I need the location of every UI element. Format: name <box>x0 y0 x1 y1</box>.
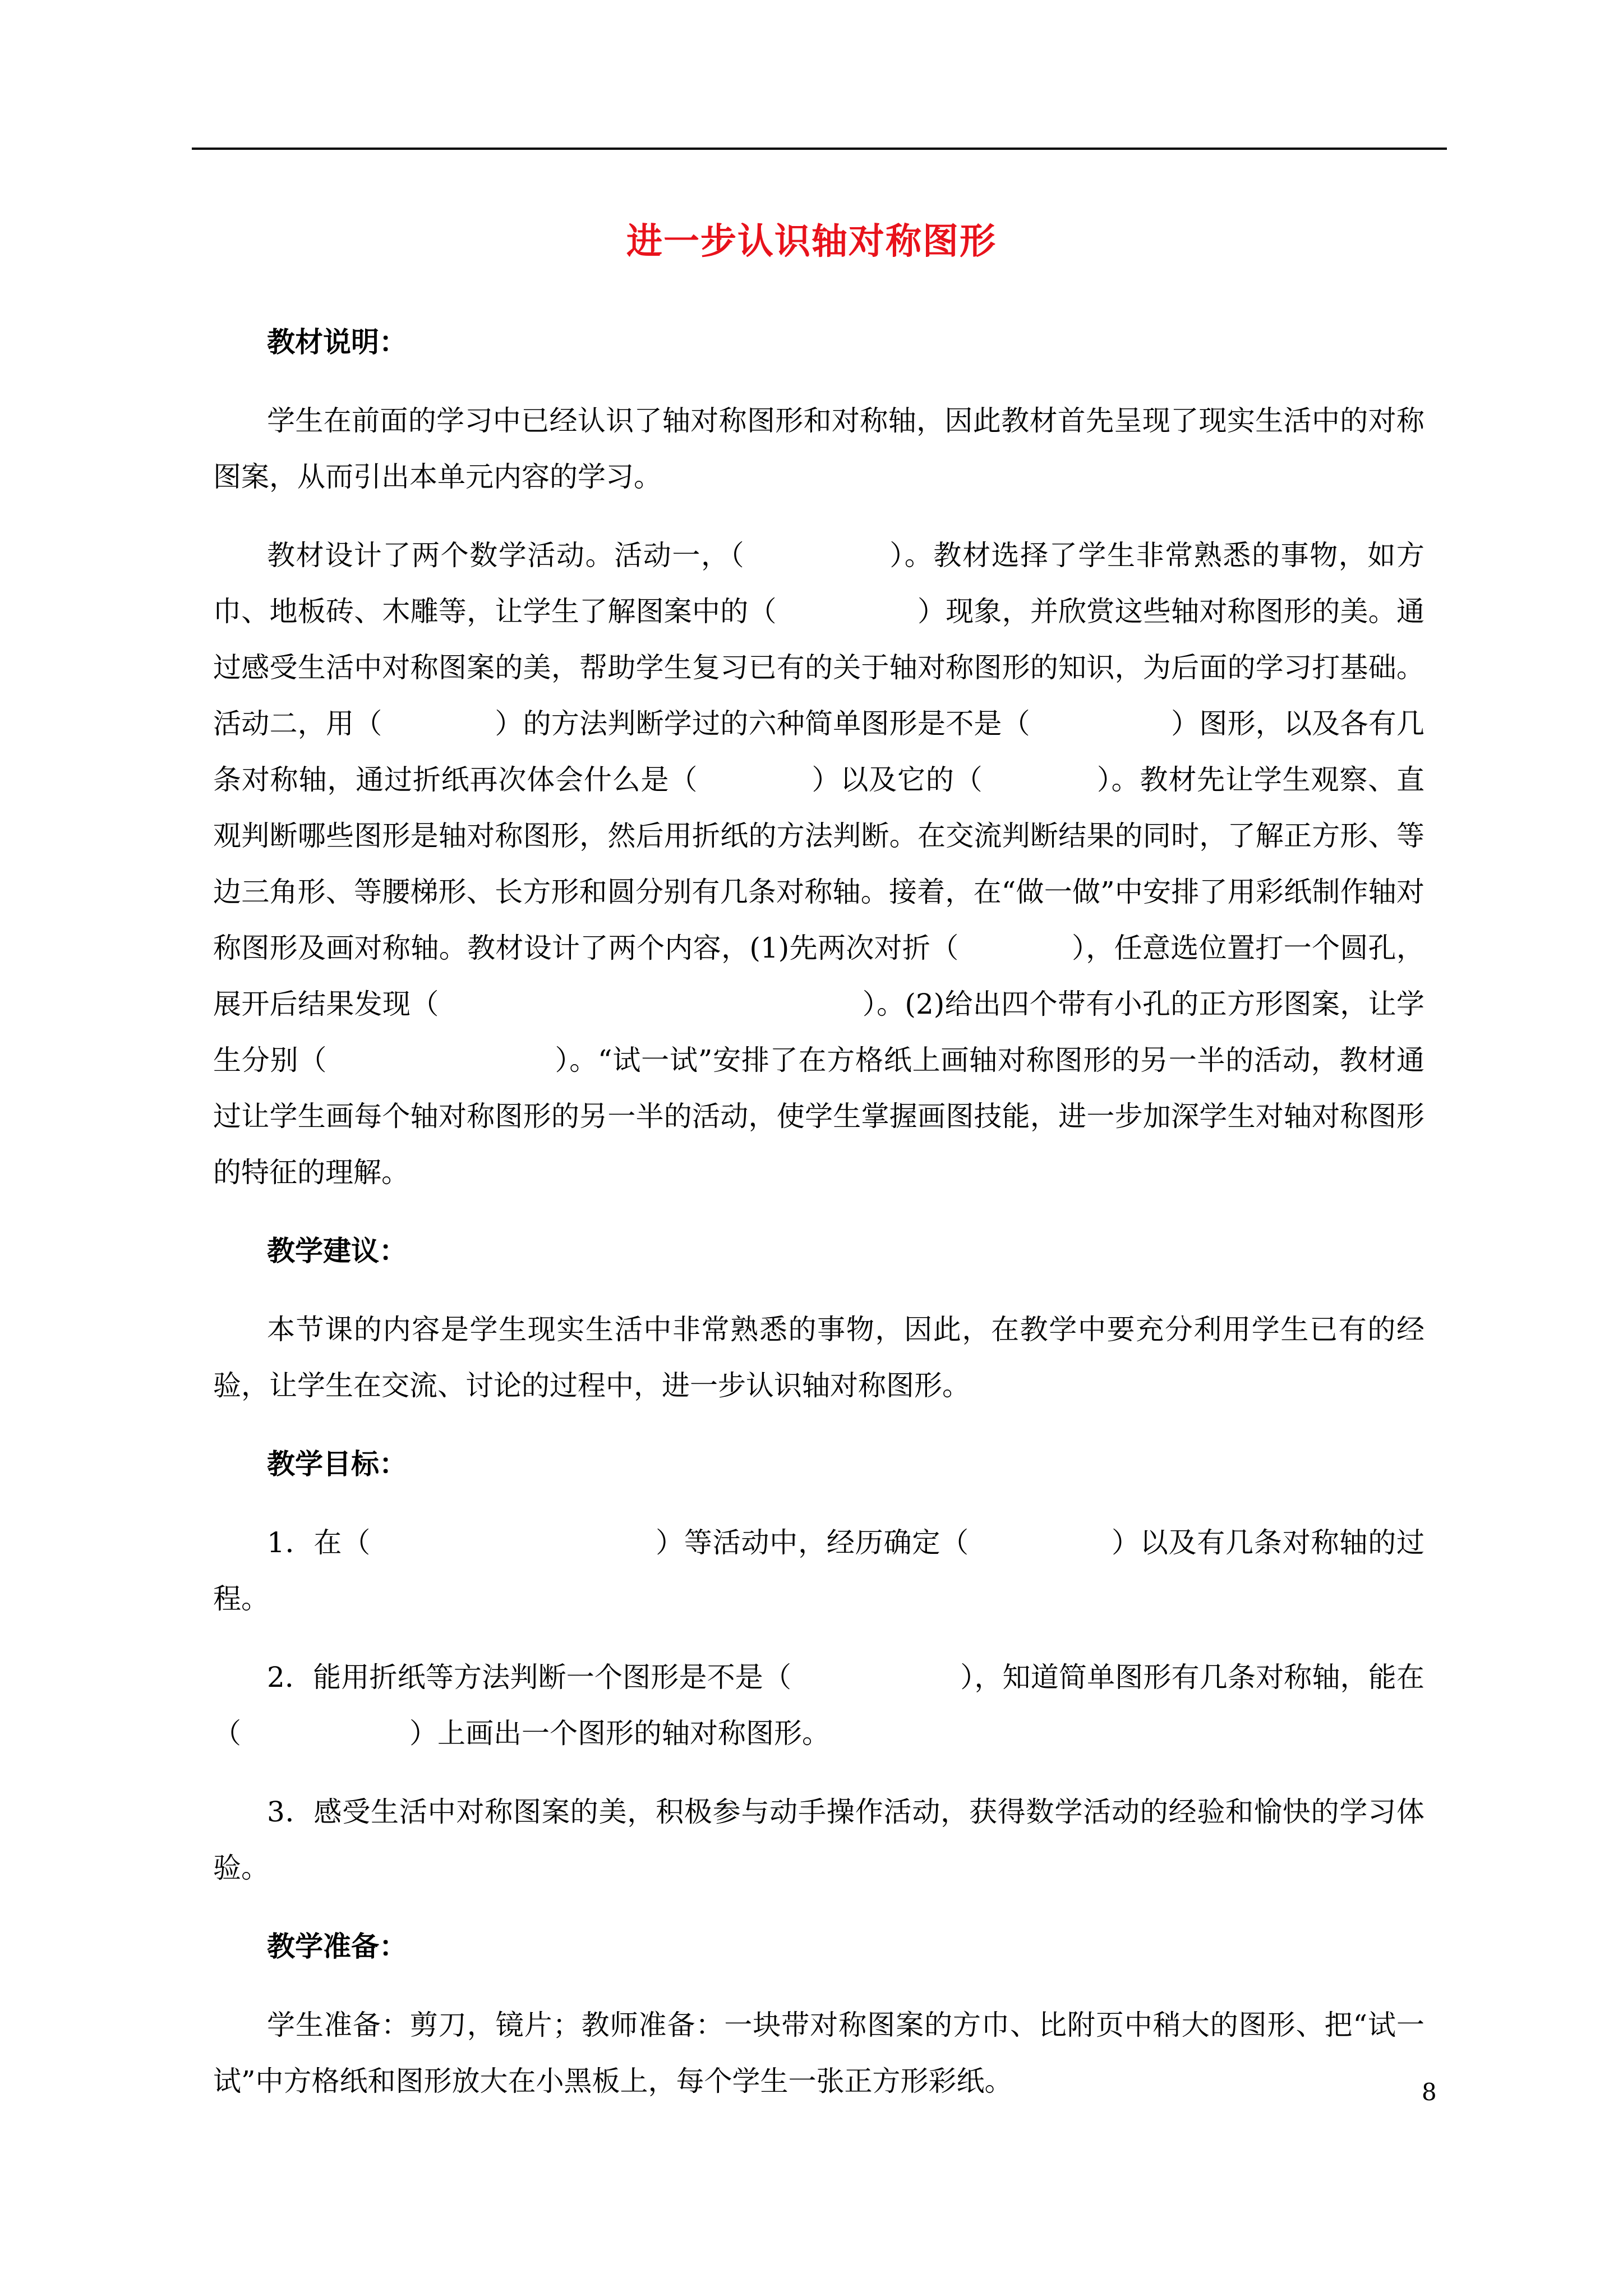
preparation-paragraph-1: 学生准备：剪刀，镜片；教师准备：一块带对称图案的方巾、比附页中稍大的图形、把“试一试”中方格纸和图形放大在小黑板上，每个学生一张正方形彩纸。 <box>213 2009 1424 2097</box>
header-rule <box>192 148 1447 150</box>
suggestion-paragraph-1: 本节课的内容是学生现实生活中非常熟悉的事物，因此，在教学中要充分利用学生已有的经验，让学生在交流、讨论的过程中，进一步认识轴对称图形。 <box>213 1313 1424 1402</box>
material-paragraph-1: 学生在前面的学习中已经认识了轴对称图形和对称轴，因此教材首先呈现了现实生活中的对称图案，从而引出本单元内容的学习。 <box>213 404 1424 493</box>
section-heading-preparation: 教学准备： <box>267 1930 407 1963</box>
section-heading-suggestion: 教学建议： <box>267 1234 407 1267</box>
document-title: 进一步认识轴对称图形 <box>626 220 997 263</box>
document-body <box>213 314 1424 2132</box>
goal-item-1: 1．在（ ）等活动中，经历确定（ ）以及有几条对称轴的过程。 <box>213 1526 1424 1615</box>
page-number: 8 <box>1422 2078 1437 2106</box>
section-heading-goals: 教学目标： <box>267 1447 407 1480</box>
goal-item-2: 2．能用折纸等方法判断一个图形是不是（ ），知道简单图形有几条对称轴，能在（ ）上画出一个图形的轴对称图形。 <box>213 1661 1424 1750</box>
goal-item-3: 3．感受生活中对称图案的美，积极参与动手操作活动，获得数学活动的经验和愉快的学习体验。 <box>213 1796 1424 1884</box>
section-heading-material: 教材说明： <box>267 325 407 358</box>
material-paragraph-2: 教材设计了两个数学活动。活动一，（ ）。教材选择了学生非常熟悉的事物，如方巾、地板砖、木雕等，让学生了解图案中的（ ）现象，并欣赏这些轴对称图形的美。通过感受生活中对称图案的美，帮助学生复习已有的关于轴对称图形的知识，为后面的学习打基础。活动二，用（ ）的方法判断学过的六种简单图形是不是（ ）图形，以及各有几条对称轴，通过折纸再次体会什么是（ ）以及它的（ ）。教材先让学生观察、直观判断哪些图形是轴对称图形，然后用折纸的方法判断。在交流判断结果的同时，了解正方形、等边三角形、等腰梯形、长方形和圆分别有几条对称轴。接着，在“做一做”中安排了用彩纸制作轴对称图形及画对称轴。教材设计了两个内容，(1)先两次对折（ ），任意选位置打一个圆孔，展开后结果发现（ ）。(2)给出四个带有小孔的正方形图案，让学生分别（ ）。“试一试”安排了在方格纸上画轴对称图形的另一半的活动，教材通过让学生画每个轴对称图形的另一半的活动，使学生掌握画图技能，进一步加深学生对轴对称图形的特征的理解。 <box>213 539 1424 1189</box>
